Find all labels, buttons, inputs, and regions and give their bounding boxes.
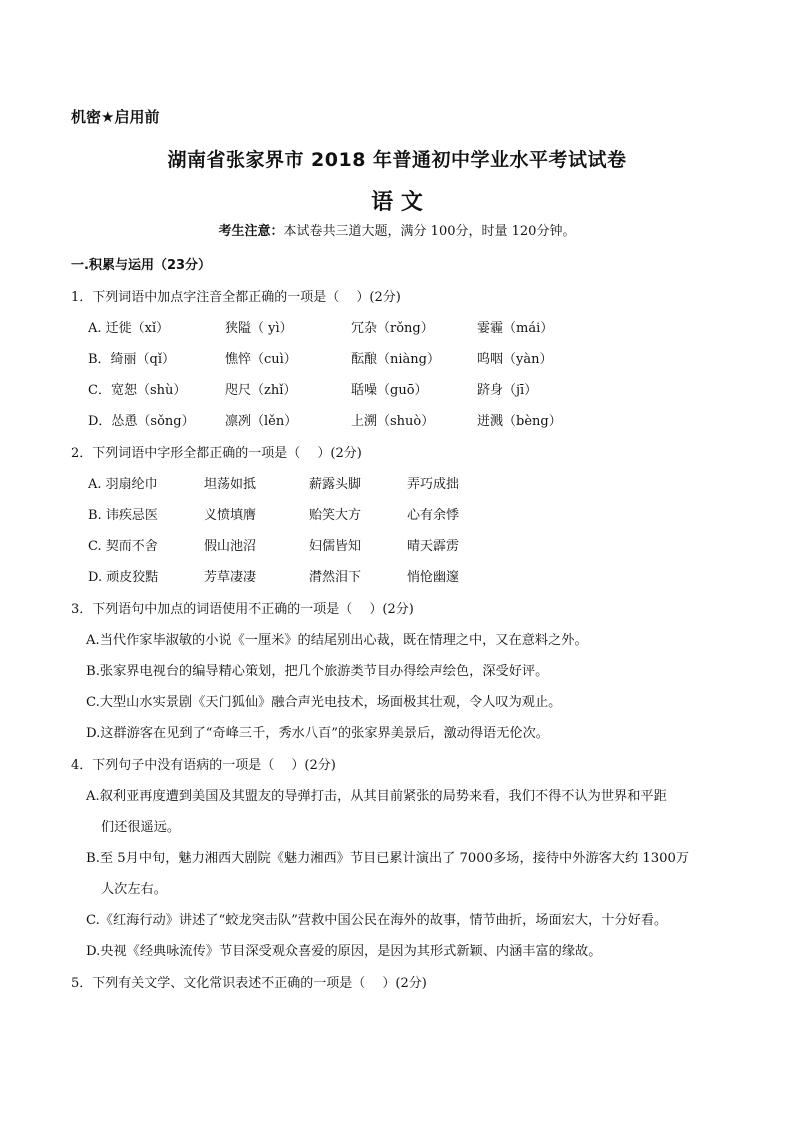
option-term: 冗杂（rǒng） <box>351 321 434 336</box>
option-term: 假山池沼 <box>204 539 257 554</box>
section-heading: 一.积累与运用（23分） <box>71 258 212 273</box>
subject-title: 语 文 <box>371 190 423 215</box>
question-1-option-d <box>88 410 708 430</box>
option-term: 迸溅（bèng） <box>477 414 562 429</box>
option-term: 贻笑大方 <box>309 508 362 523</box>
option-term: 芳草凄凄 <box>204 570 257 585</box>
option-term: 霎霾（mái） <box>477 321 554 336</box>
question-3-option-c: C.大型山水实景剧《天门狐仙》融合声光电技术，场面极其壮观，令人叹为观止。 <box>86 695 562 710</box>
option-term: C．宽恕（shù） <box>88 383 187 398</box>
option-term: 坦荡如抵 <box>204 477 257 492</box>
question-2-option-d <box>88 566 708 586</box>
question-3-option-d: D.这群游客在见到了“奇峰三千，秀水八百”的张家界美景后，激动得语无伦次。 <box>86 726 549 741</box>
option-term: A. 迁徙（xǐ） <box>88 321 170 336</box>
confidential-mark: 机密★启用前 <box>71 108 160 126</box>
question-1-option-b <box>88 348 708 368</box>
question-1-option-c <box>88 379 708 399</box>
question-1-stem: 1．下列词语中加点字注音全都正确的一项是（ ）(2分) <box>71 290 401 305</box>
question-3-stem: 3．下列语句中加点的词语使用不正确的一项是（ ）(2分) <box>71 602 414 617</box>
option-term: D．怂恿（sǒng） <box>88 414 195 429</box>
question-1-option-a <box>88 317 708 337</box>
option-term: 呜咽（yàn） <box>477 352 553 367</box>
question-4-option-c: C.《红海行动》讲述了“蛟龙突击队”营救中国公民在海外的故事，情节曲折，场面宏大，十分好看。 <box>86 913 668 928</box>
option-term: 晴天霹雳 <box>407 539 460 554</box>
question-4-option-a-continued: 们还很遥远。 <box>101 820 181 835</box>
option-term: 跻身（jī） <box>477 383 538 398</box>
option-term: 义愤填膺 <box>204 508 257 523</box>
exam-title: 湖南省张家界市 2018 年普通初中学业水平考试试卷 <box>167 149 627 171</box>
notice-label: 考生注意： <box>218 224 284 239</box>
option-term: 心有余悸 <box>407 508 460 523</box>
option-term: 咫尺（zhǐ） <box>225 383 297 398</box>
option-term: 狭隘（ yì） <box>225 321 293 336</box>
option-term: B．绮丽（qǐ） <box>88 352 176 367</box>
notice-text: 本试卷共三道大题，满分 100分，时量 120分钟。 <box>283 224 576 239</box>
question-2-stem: 2．下列词语中字形全都正确的一项是（ ）(2分) <box>71 446 362 461</box>
question-4-option-b-continued: 人次左右。 <box>101 882 167 897</box>
question-4-option-a: A.叙利亚再度遭到美国及其盟友的导弹打击，从其目前紧张的局势来看，我们不得不认为世界和平距 <box>86 789 667 804</box>
question-4-option-b: B.至 5月中旬，魅力湘西大剧院《魅力湘西》节目已累计演出了 7000多场，接待中外游客大约 1300万 <box>86 851 690 866</box>
question-3-option-b: B.张家界电视台的编导精心策划，把几个旅游类节目办得绘声绘色，深受好评。 <box>86 664 549 679</box>
exam-notice <box>0 220 794 239</box>
option-term: 弄巧成拙 <box>407 477 460 492</box>
option-term: 悄怆幽邃 <box>407 570 460 585</box>
option-term: 薪露头脚 <box>309 477 362 492</box>
option-term: 凛冽（lěn） <box>225 414 298 429</box>
option-term: D. 顽皮狡黠 <box>88 570 159 585</box>
question-2-option-b <box>88 504 708 524</box>
option-term: 聒噪（guō） <box>351 383 428 398</box>
option-term: 潸然泪下 <box>309 570 362 585</box>
question-2-option-c <box>88 535 708 555</box>
option-term: 憔悴（cuì） <box>225 352 297 367</box>
option-term: C. 契而不舍 <box>88 539 158 554</box>
question-4-option-d: D.央视《经典咏流传》节目深受观众喜爱的原因，是因为其形式新颖、内涵丰富的缘故。 <box>86 944 602 959</box>
question-2-option-a <box>88 473 708 493</box>
question-5-stem: 5．下列有关文学、文化常识表述不正确的一项是（ ）(2分) <box>71 976 427 991</box>
question-4-stem: 4．下列句子中没有语病的一项是（ ）(2分) <box>71 758 336 773</box>
question-3-option-a: A.当代作家毕淑敏的小说《一厘米》的结尾别出心裁，既在情理之中，又在意料之外。 <box>86 633 588 648</box>
option-term: 妇儒皆知 <box>309 539 362 554</box>
option-term: B. 讳疾忌医 <box>88 508 158 523</box>
option-term: 上溯（shuò） <box>351 414 435 429</box>
option-term: 酝酿（niàng） <box>351 352 440 367</box>
option-term: A. 羽扇纶巾 <box>88 477 158 492</box>
